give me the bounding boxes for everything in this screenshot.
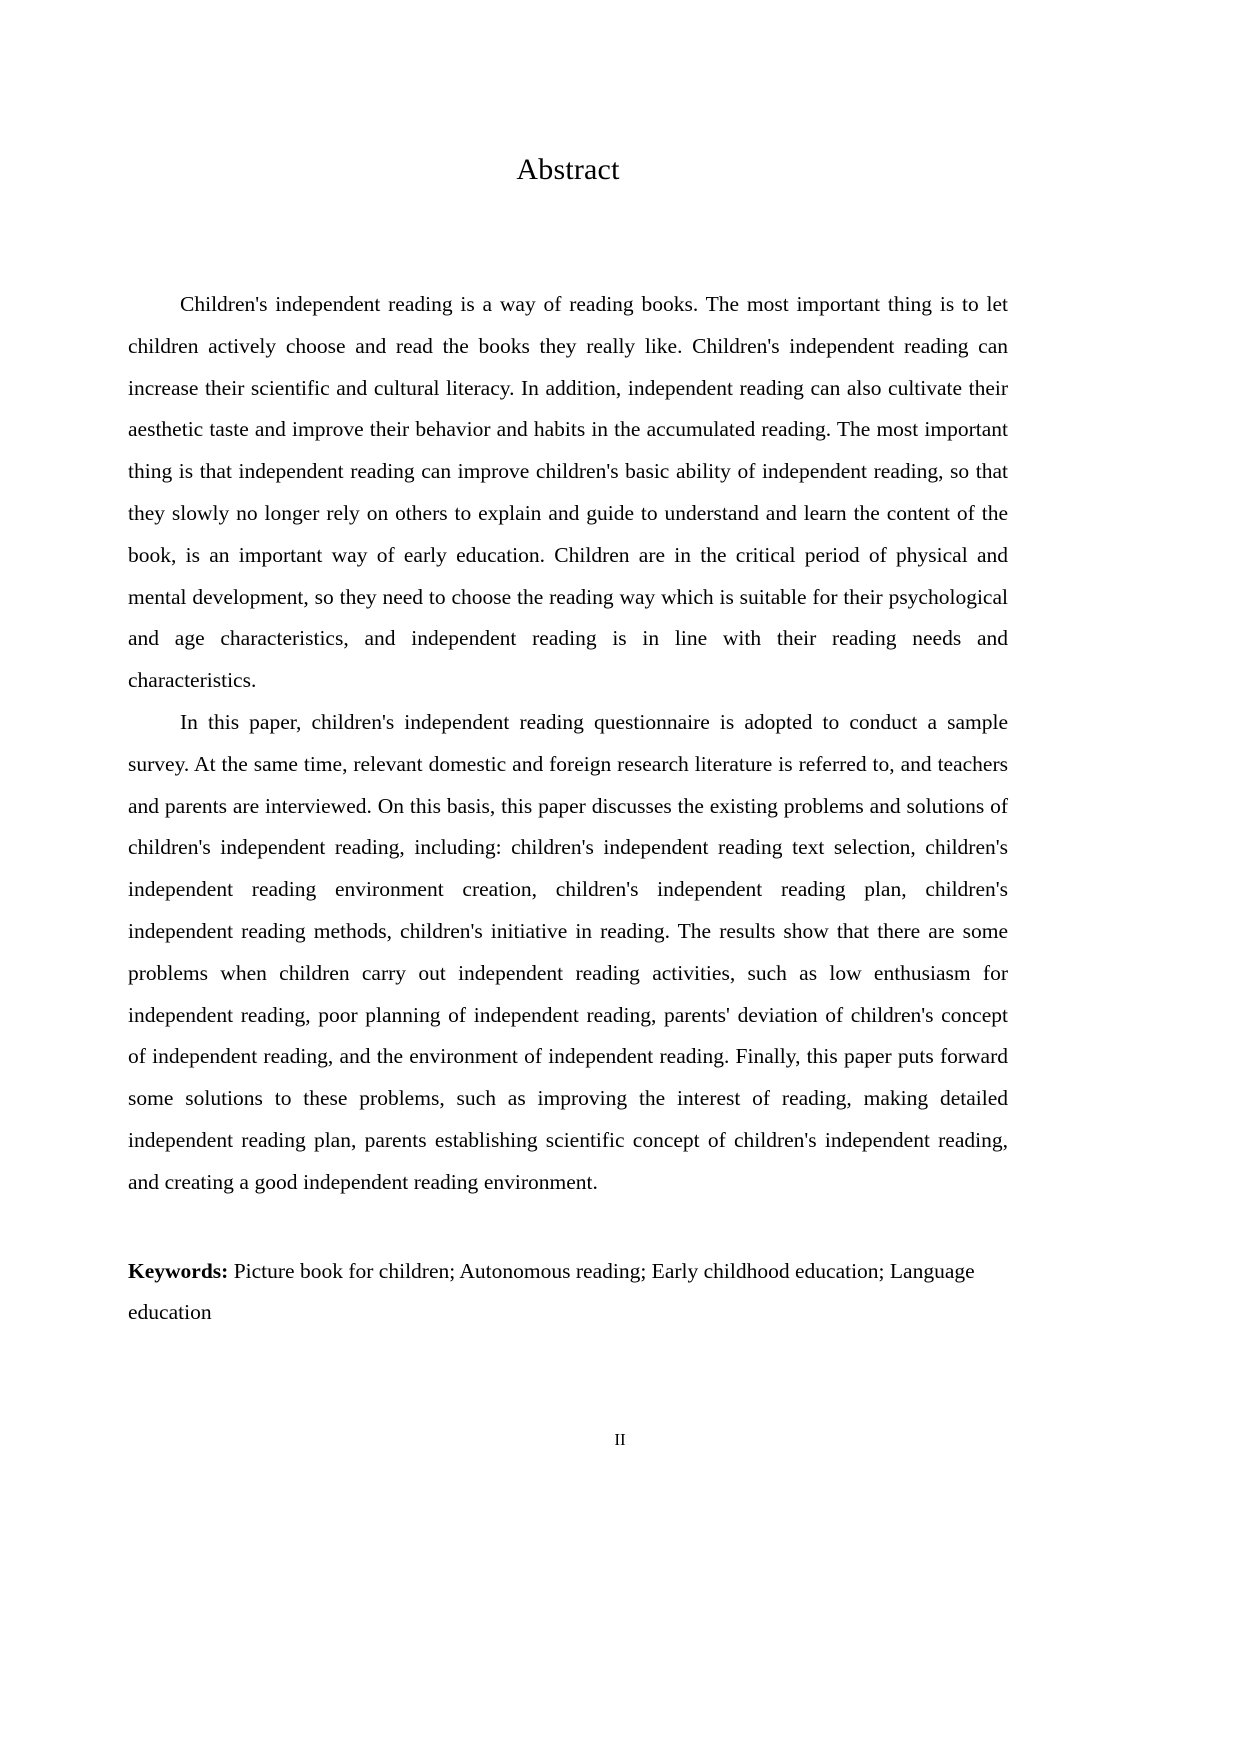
page-number-footer: II (614, 1430, 626, 1449)
keywords-value: Picture book for children; Autonomous reading; Early childhood education; Language education (128, 1258, 975, 1325)
page-title: Abstract (516, 153, 620, 186)
page-content (128, 0, 1008, 1334)
keywords-label: Keywords: (128, 1258, 229, 1283)
abstract-paragraph-2: In this paper, children's independent reading questionnaire is adopted to conduct a sample survey. At the same time, relevant domestic and foreign research literature is referred to, and teachers and parents are interviewed. On this basis, this paper discusses the existing problems and solutions of children's independent reading, including: children's independent reading text selection, children's independent reading environment creation, children's independent reading plan, children's independent reading methods, children's initiative in reading. The results show that there are some problems when children carry out independent reading activities, such as low enthusiasm for independent reading, poor planning of independent reading, parents' deviation of children's concept of independent reading, and the environment of independent reading. Finally, this paper puts forward some solutions to these problems, such as improving the interest of reading, making detailed independent reading plan, parents establishing scientific concept of children's independent reading, and creating a good independent reading environment. (128, 709, 1008, 1194)
title-body-spacer (128, 188, 1008, 284)
abstract-paragraph-1: Children's independent reading is a way of reading books. The most important thing is to let children actively choose and read the books they really like. Children's independent reading can increase their scientific and cultural literacy. In addition, independent reading can also cultivate their aesthetic taste and improve their behavior and habits in the accumulated reading. The most important thing is that independent reading can improve children's basic ability of independent reading, so that they slowly no longer rely on others to explain and guide to understand and learn the content of the book, is an important way of early education. Children are in the critical period of physical and mental development, so they need to choose the reading way which is suitable for their psychological and age characteristics, and independent reading is in line with their reading needs and characteristics. (128, 292, 1008, 693)
keywords-section (128, 1204, 1008, 1335)
